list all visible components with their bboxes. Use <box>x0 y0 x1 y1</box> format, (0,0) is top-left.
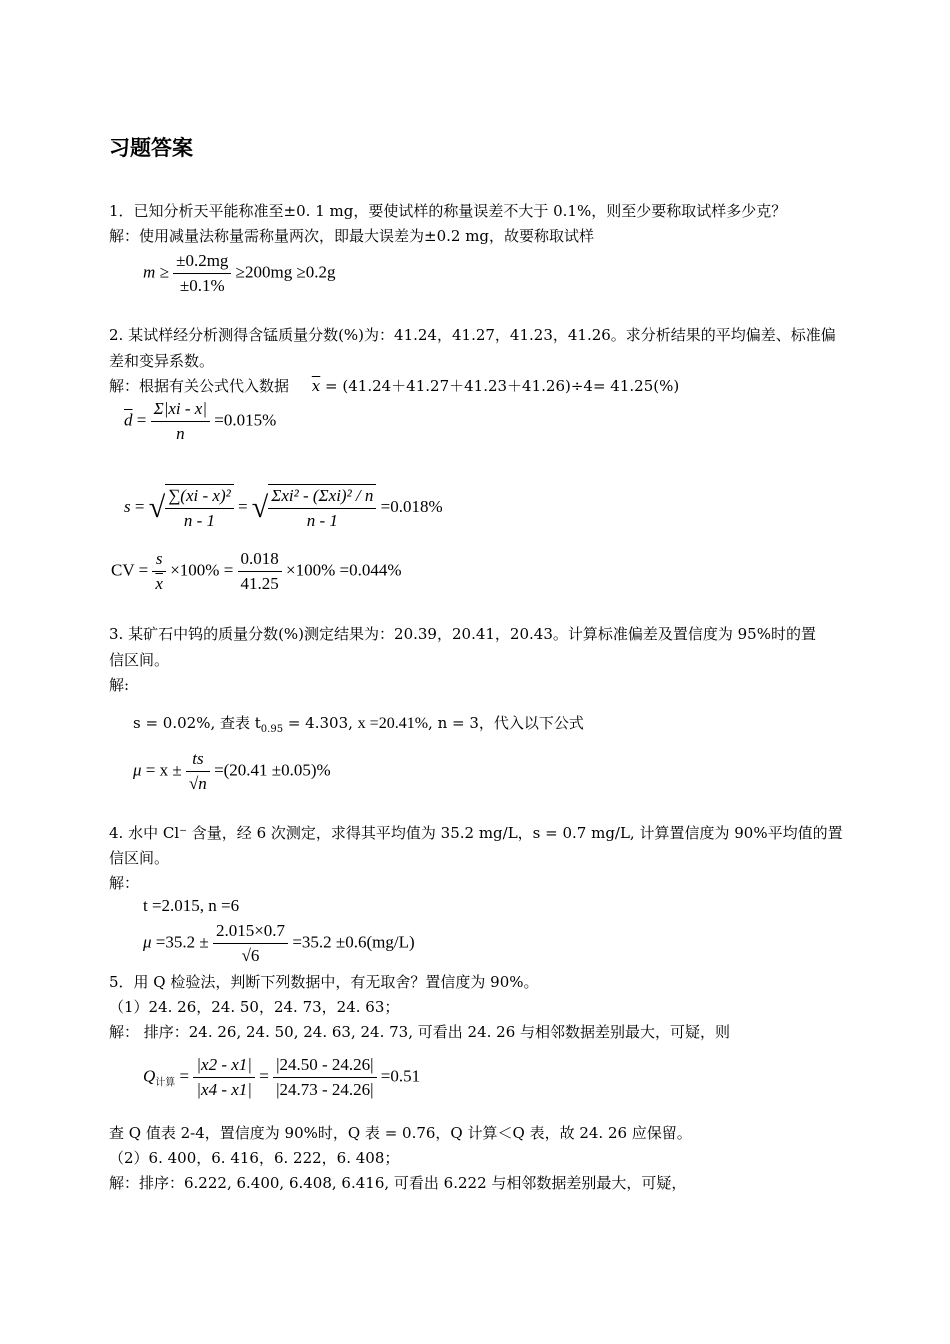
q5-q-sub: 计算 <box>155 1077 176 1089</box>
q2-s-symbol: s <box>124 496 131 516</box>
q5-q-symbol: Q <box>143 1066 156 1086</box>
q5-question: 5．用 Q 检验法，判断下列数据中，有无取舍？置信度为 90%。 <box>109 973 539 991</box>
q2-d-symbol: $\overline{d}$ <box>124 410 133 430</box>
q4-question-line2: 信区间。 <box>109 849 170 867</box>
q3-given-t-sub: 0.95 <box>260 724 284 735</box>
q2-s-result: =0.018% <box>380 496 443 516</box>
q3-mu-symbol: μ <box>133 760 142 780</box>
q5-conclusion: 查 Q 值表 2-4，置信度为 90%时，Q 表 = 0.76，Q 计算＜Q 表，故 24. 26 应保留。 <box>109 1124 692 1142</box>
q2-s-den2: n - 1 <box>306 511 338 530</box>
q4-mu-den: √6 <box>241 946 260 965</box>
q2-cv-fraction2 <box>238 548 282 595</box>
q4-mu-mid: =35.2 ± <box>155 932 209 952</box>
q1-eq-fraction <box>173 250 231 297</box>
q2-d-den: n <box>176 424 185 443</box>
q4-mu-num: 2.015×0.7 <box>213 920 288 944</box>
q1-question: 1．已知分析天平能称准至±0. 1 mg，要使试样的称量误差不大于 0.1%，则至少要称取试样多少克？ <box>109 202 787 220</box>
q4-question-line1: 4. 水中 Cl⁻ 含量，经 6 次测定，求得其平均值为 35.2 mg/L，s = 0.7 mg/L, 计算置信度为 90%平均值的置 <box>109 824 843 842</box>
q3-given-t: = 4.303, <box>283 714 353 732</box>
q2-s-fraction2 <box>268 484 376 532</box>
q2-cv-num2: 0.018 <box>238 548 282 572</box>
q5-q-den1: |x4 - x1| <box>196 1080 252 1099</box>
q1-equation <box>143 250 336 297</box>
q2-s-den1: n - 1 <box>183 511 216 530</box>
q1-eq-rhs: ≥200mg ≥0.2g <box>235 262 336 282</box>
q4-mu-symbol: μ <box>143 932 152 952</box>
q1-solution: 解：使用减量法称量需称量两次，即最大误差为±0.2 mg，故要称取试样 <box>109 227 595 245</box>
q3-mu-fraction <box>186 748 210 795</box>
q5-solution1: 解： 排序：24. 26, 24. 50, 24. 63, 24. 73, 可看出 24. 26 与相邻数据差别最大，可疑，则 <box>109 1023 731 1041</box>
q2-cv-fraction1 <box>152 548 166 595</box>
q5-q-equation: $Q_{计算}$ = $\frac{|x2 - x1|}{|x4 - x1|}$ = $\frac{|24.50 - 24.26|}{|24.73 - 24.26|}$ =0.51 <box>143 1055 421 1099</box>
q3-question-line1: 3. 某矿石中钨的质量分数(%)测定结果为：20.39，20.41，20.43。计算标准偏差及置信度为 95%时的置 <box>109 625 816 643</box>
q5-q-num1: |x2 - x1| <box>193 1054 255 1078</box>
q3-mu-result: =(20.41 ±0.05)% <box>214 760 331 780</box>
q1-eq-lhs: m ≥ <box>143 262 169 282</box>
q3-given-n: , n = 3，代入以下公式 <box>428 714 584 732</box>
q1-eq-den: ±0.1% <box>179 276 225 295</box>
q2-s-num2: Σxi² - (Σxi)² / n <box>268 485 376 509</box>
q3-mu-equation <box>133 748 331 795</box>
q2-solution-prefix: 解：根据有关公式代入数据 <box>109 377 290 395</box>
q3-given-s: s = 0.02%, 查表 t <box>133 714 261 732</box>
q2-d-num: Σ|xi - x| <box>151 398 210 422</box>
q3-mu-mid: = x ± <box>145 760 182 780</box>
q5-q-den2: |24.73 - 24.26| <box>276 1080 374 1099</box>
q5-q-fraction1 <box>193 1054 255 1101</box>
q3-mu-den: √n <box>188 774 207 793</box>
q5-q-result: =0.51 <box>380 1066 421 1086</box>
q2-cv-num1: s <box>152 548 166 572</box>
q5-part1: （1）24. 26，24. 50，24. 73，24. 63； <box>109 998 400 1016</box>
q2-d-result: =0.015% <box>214 410 277 430</box>
q2-avg-deviation: $\overline{d}$ = $\frac{\Sigma|xi - x|}{n}$ =0.015% <box>124 399 277 443</box>
page-title: 习题答案 <box>109 136 193 160</box>
q3-given-mean: x =20.41% <box>357 715 429 732</box>
q3-given <box>133 713 584 740</box>
q2-s-fraction1 <box>165 484 234 532</box>
q5-solution2: 解：排序：6.222, 6.400, 6.408, 6.416, 可看出 6.222 与相邻数据差别最大，可疑， <box>109 1174 687 1192</box>
q5-q-fraction2 <box>273 1054 376 1101</box>
q4-t-line: t =2.015, n =6 <box>143 896 240 915</box>
q5-part2: （2）6. 400，6. 416，6. 222，6. 408； <box>109 1149 400 1167</box>
q4-mu-result: =35.2 ±0.6(mg/L) <box>292 932 415 952</box>
q2-solution <box>109 376 679 396</box>
q2-std-deviation: s = √ $\frac{\text{∑(xi - x)²}}{n - 1}$ = √ $\frac{\text{Σxi² - (Σxi)² / n}}{n - 1}$ =0.018% <box>124 486 443 530</box>
q5-q-num2: |24.50 - 24.26| <box>273 1054 376 1078</box>
q2-question-line2: 差和变异系数。 <box>109 352 215 370</box>
q4-solution: 解： <box>109 874 140 892</box>
q2-mean-expr: = (41.24＋41.27＋41.23＋41.26)÷4= 41.25(%) <box>325 377 680 395</box>
q4-mu-equation <box>143 920 415 967</box>
q3-solution: 解: <box>109 676 130 694</box>
q2-cv-mid: ×100% = <box>170 560 234 580</box>
q1-eq-num: ±0.2mg <box>173 250 231 274</box>
q2-cv-den2: 41.25 <box>240 574 279 593</box>
q2-s-num1: ∑(xi - x)² <box>165 485 234 509</box>
q2-cv-label: CV <box>111 560 135 580</box>
q3-question-line2: 信区间。 <box>109 651 170 669</box>
q2-mean-symbol: $\overline{x}$ <box>311 377 321 395</box>
q2-d-fraction <box>151 398 210 445</box>
q2-cv-den1: x <box>155 574 163 593</box>
q2-cv: CV = $\frac{s}{x}$ ×100% = $\frac{0.018}{41.25}$ ×100% =0.044% <box>111 549 402 593</box>
q2-question-line1: 2. 某试样经分析测得含锰质量分数(%)为：41.24，41.27，41.23，41.26。求分析结果的平均偏差、标准偏 <box>109 326 836 344</box>
q2-cv-result: ×100% =0.044% <box>286 560 402 580</box>
q3-mu-num: ts <box>186 748 210 772</box>
q4-mu-fraction <box>213 920 288 967</box>
